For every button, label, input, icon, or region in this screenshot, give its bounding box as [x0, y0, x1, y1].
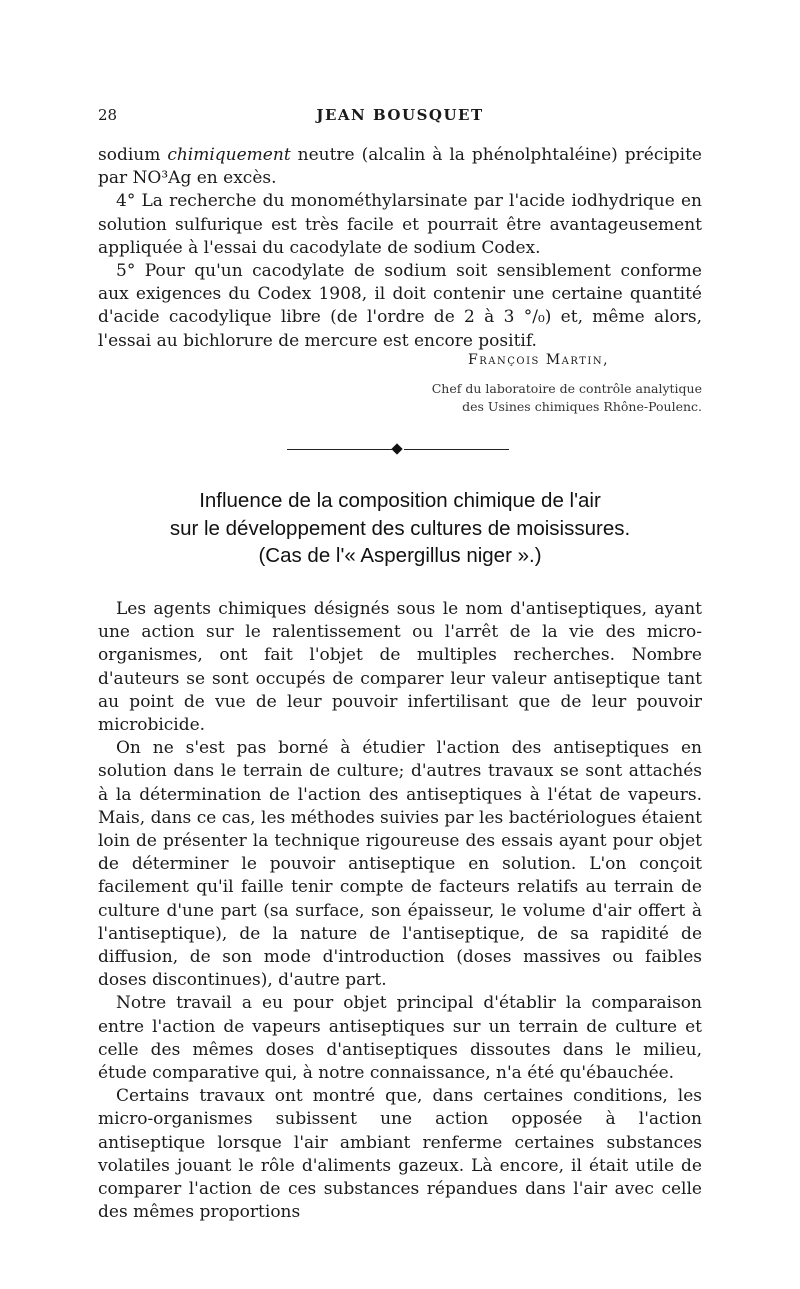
- paragraph: Les agents chimiques désignés sous le nom d'antiseptiques, ayant une action sur le ralentissement ou l'arrêt de la vie des micro-organismes, ont fait l'objet de multiples recherches. Nombre d'auteurs se sont occupés de comparer leur valeur antiseptique tant au point de vue de leur pouvoir infertilisant que de leur pouvoir microbicide.: [98, 599, 702, 736]
- article-body: [98, 598, 702, 1224]
- paragraph: Notre travail a eu pour objet principal d'établir la comparaison entre l'action de vapeurs antiseptiques sur un terrain de culture et celle des mêmes doses d'antiseptiques dissoutes dans le milieu, étude comparative qui, à notre connaissance, n'a été qu'ébauchée.: [98, 993, 702, 1084]
- paragraph: 5° Pour qu'un cacodylate de sodium soit sensiblement conforme aux exigences du Codex 1908, il doit contenir une certaine quantité d'acide cacodylique libre (de l'ordre de 2 à 3 °/₀) et, même alors, l'essai au bichlorure de mercure est encore positif.: [98, 261, 702, 351]
- paragraph: 4° La recherche du monométhylarsinate par l'acide iodhydrique en solution sulfurique est très facile et pourrait être avantageusement appliquée à l'essai du cacodylate de sodium Codex.: [98, 191, 702, 258]
- page-number: 28: [98, 106, 118, 124]
- paragraph: sodium chimiquement neutre (alcalin à la phénolphtaléine) précipite par NO³Ag en excès.: [98, 145, 702, 189]
- paragraph: On ne s'est pas borné à étudier l'action des antiseptiques en solution dans le terrain de culture; d'autres travaux se sont attachés à la détermination de l'action des antiseptiques à l'état de vapeurs. Mais, dans ce cas, les méthodes suivies par les bactériologues étaient loin de présenter la technique rigoureuse des essais ayant pour objet de déterminer le pouvoir antiseptique en solution. L'on conçoit facilement qu'il faille tenir compte de facteurs relatifs au terrain de culture d'une part (sa surface, son épaisseur, le volume d'air offert à l'antiseptique), de la nature de l'antiseptique, de sa rapidité de diffusion, de son mode d'introduction (doses massives ou faibles doses discontinues), d'autre part.: [98, 738, 702, 991]
- running-head: JEAN BOUSQUET: [316, 106, 484, 124]
- paragraph: Certains travaux ont montré que, dans certaines conditions, les micro-organismes subissent une action opposée à l'action antiseptique lorsque l'air ambiant renferme certaines substances volatiles jouant le rôle d'aliments gazeux. Là encore, il était utile de comparer l'action de ces substances répandues dans l'air avec celle des mêmes proportions: [98, 1086, 702, 1223]
- emphasis: chimiquement: [167, 145, 291, 165]
- previous-article-conclusion: [98, 144, 702, 353]
- diamond-ornament-icon: [391, 443, 402, 454]
- section-divider: [287, 449, 509, 451]
- author-signature: François Martin,: [468, 352, 610, 368]
- article-title: Influence de la composition chimique de l'air sur le développement des cultures de moisissures. (Cas de l'« Aspergillus niger ».): [169, 489, 631, 567]
- author-affiliation: Chef du laboratoire de contrôle analytique des Usines chimiques Rhône-Poulenc.: [431, 381, 702, 414]
- page-header: [98, 106, 702, 130]
